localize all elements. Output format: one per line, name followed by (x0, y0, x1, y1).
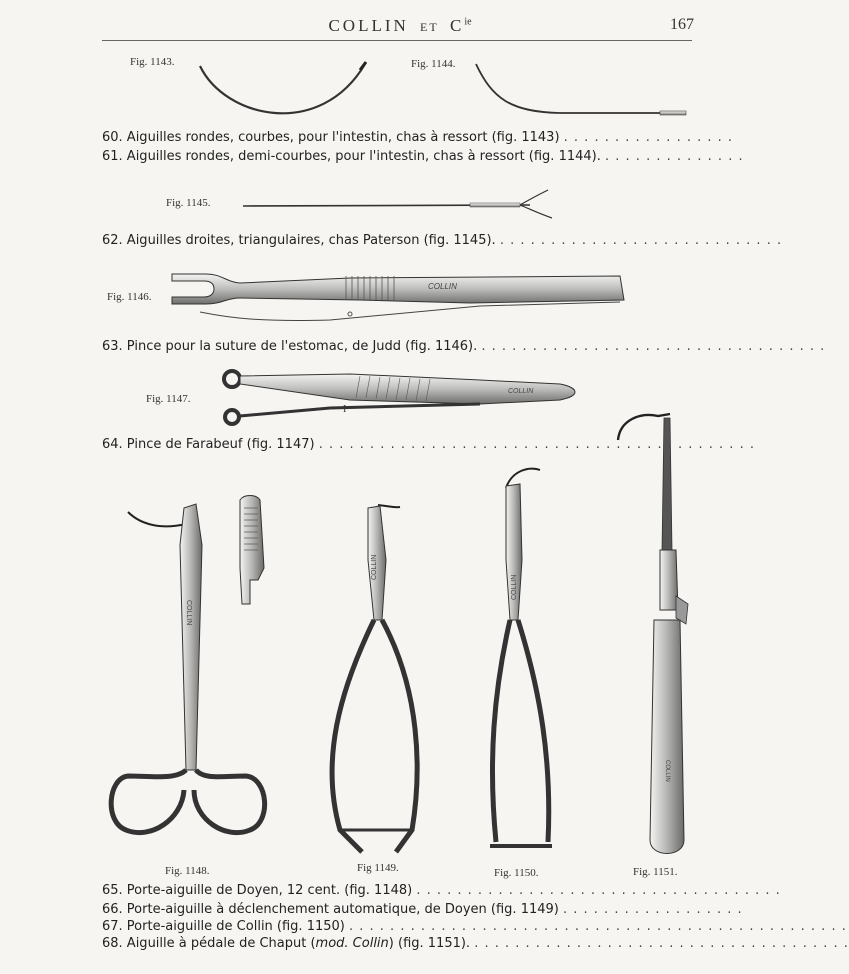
holder-1149-engraving: COLLIN (371, 554, 378, 580)
header-cie: C (449, 16, 465, 35)
fig-1145-label: Fig. 1145. (166, 197, 211, 209)
catalog-item-65: 65. Porte-aiguille de Doyen, 12 cent. (fig. 1148) . . . . . . . . . . . . . . . . . . . . . . . . . . . . . . . . . . . . (102, 883, 781, 898)
fig-1147-label: Fig. 1147. (146, 393, 191, 405)
catalog-item-60: 60. Aiguilles rondes, courbes, pour l'intestin, chas à ressort (fig. 1143) . . . . . . . . . . . . . . . . . (102, 130, 734, 145)
fig-1143-label: Fig. 1143. (130, 56, 175, 68)
holder-1150-drawing (490, 469, 552, 846)
item-61-text: 61. Aiguilles rondes, demi-courbes, pour l'intestin, chas à ressort (fig. 1144). (102, 149, 601, 164)
holder-1150-engraving: COLLIN (511, 574, 518, 600)
needle-1151-engraving: COLLIN (664, 760, 670, 782)
catalog-item-66: 66. Porte-aiguille à déclenchement automatique, de Doyen (fig. 1149) . . . . . . . . . . . . . . . . . . (102, 902, 743, 917)
forceps-1147-engraving: COLLIN (508, 388, 534, 395)
forceps-1146-drawing (172, 274, 624, 321)
holder-1148-engraving: COLLIN (185, 600, 192, 626)
needle-1143-drawing (200, 62, 366, 113)
catalog-item-63: 63. Pince pour la suture de l'estomac, de Judd (fig. 1146). . . . . . . . . . . . . . . . . . . . . . . . . . . . . . . . . . . (102, 339, 826, 354)
needle-1151-drawing (618, 414, 688, 854)
fig-1149-label: Fig 1149. (357, 862, 399, 874)
item-65-text: 65. Porte-aiguille de Doyen, 12 cent. (fig. 1148) (102, 883, 413, 898)
catalog-item-62: 62. Aiguilles droites, triangulaires, chas Paterson (fig. 1145). . . . . . . . . . . . . . . . . . . . . . . . . . . . . (102, 233, 783, 248)
jaw-detail-drawing (240, 496, 264, 605)
header-et: ET (420, 20, 439, 34)
fig-1148-label: Fig. 1148. (165, 865, 210, 877)
catalog-item-61: 61. Aiguilles rondes, demi-courbes, pour l'intestin, chas à ressort (fig. 1144). . . . . . . . . . . . . . . (102, 149, 744, 164)
catalog-item-67: 67. Porte-aiguille de Collin (fig. 1150) . . . . . . . . . . . . . . . . . . . . . . . . . . . . . . . . . . . . . . . . . . . . . . . . . (102, 919, 847, 934)
item-62-text: 62. Aiguilles droites, triangulaires, chas Paterson (fig. 1145). (102, 233, 496, 248)
header-company: COLLIN (328, 16, 409, 35)
svg-text:I: I (343, 404, 347, 415)
item-63-text: 63. Pince pour la suture de l'estomac, de Judd (fig. 1146). (102, 339, 478, 354)
holder-1149-drawing (332, 505, 417, 852)
catalog-item-64: 64. Pince de Farabeuf (fig. 1147) . . . . . . . . . . . . . . . . . . . . . . . . . . . . . . . . . . . . . . . . . . . (102, 437, 755, 452)
item-68-text-c: ) (fig. 1151). (388, 936, 471, 951)
needle-1144-drawing (476, 64, 686, 115)
fig-1146-label: Fig. 1146. (107, 291, 152, 303)
item-64-text: 64. Pince de Farabeuf (fig. 1147) (102, 437, 315, 452)
needle-1145-drawing (243, 190, 552, 218)
item-68-model: mod. Collin (315, 936, 389, 951)
item-67-text: 67. Porte-aiguille de Collin (fig. 1150) (102, 919, 345, 934)
fig-1144-label: Fig. 1144. (411, 58, 456, 70)
item-66-text: 66. Porte-aiguille à déclenchement automatique, de Doyen (fig. 1149) (102, 902, 559, 917)
item-60-text: 60. Aiguilles rondes, courbes, pour l'intestin, chas à ressort (fig. 1143) (102, 130, 560, 145)
page-number: 167 (670, 16, 694, 33)
item-68-text-a: 68. Aiguille à pédale de Chaput ( (102, 936, 316, 951)
fig-1151-label: Fig. 1151. (633, 866, 678, 878)
fig-1150-label: Fig. 1150. (494, 867, 539, 879)
forceps-1146-engraving: COLLIN (428, 282, 457, 291)
catalog-item-68: 68. Aiguille à pédale de Chaput (mod. Collin) (fig. 1151). . . . . . . . . . . . . . . . . . . . . . . . . . . . . . . . . . . . . . (102, 936, 849, 951)
header-cie-sup: ie (464, 16, 472, 28)
forceps-1147-drawing (224, 371, 575, 424)
